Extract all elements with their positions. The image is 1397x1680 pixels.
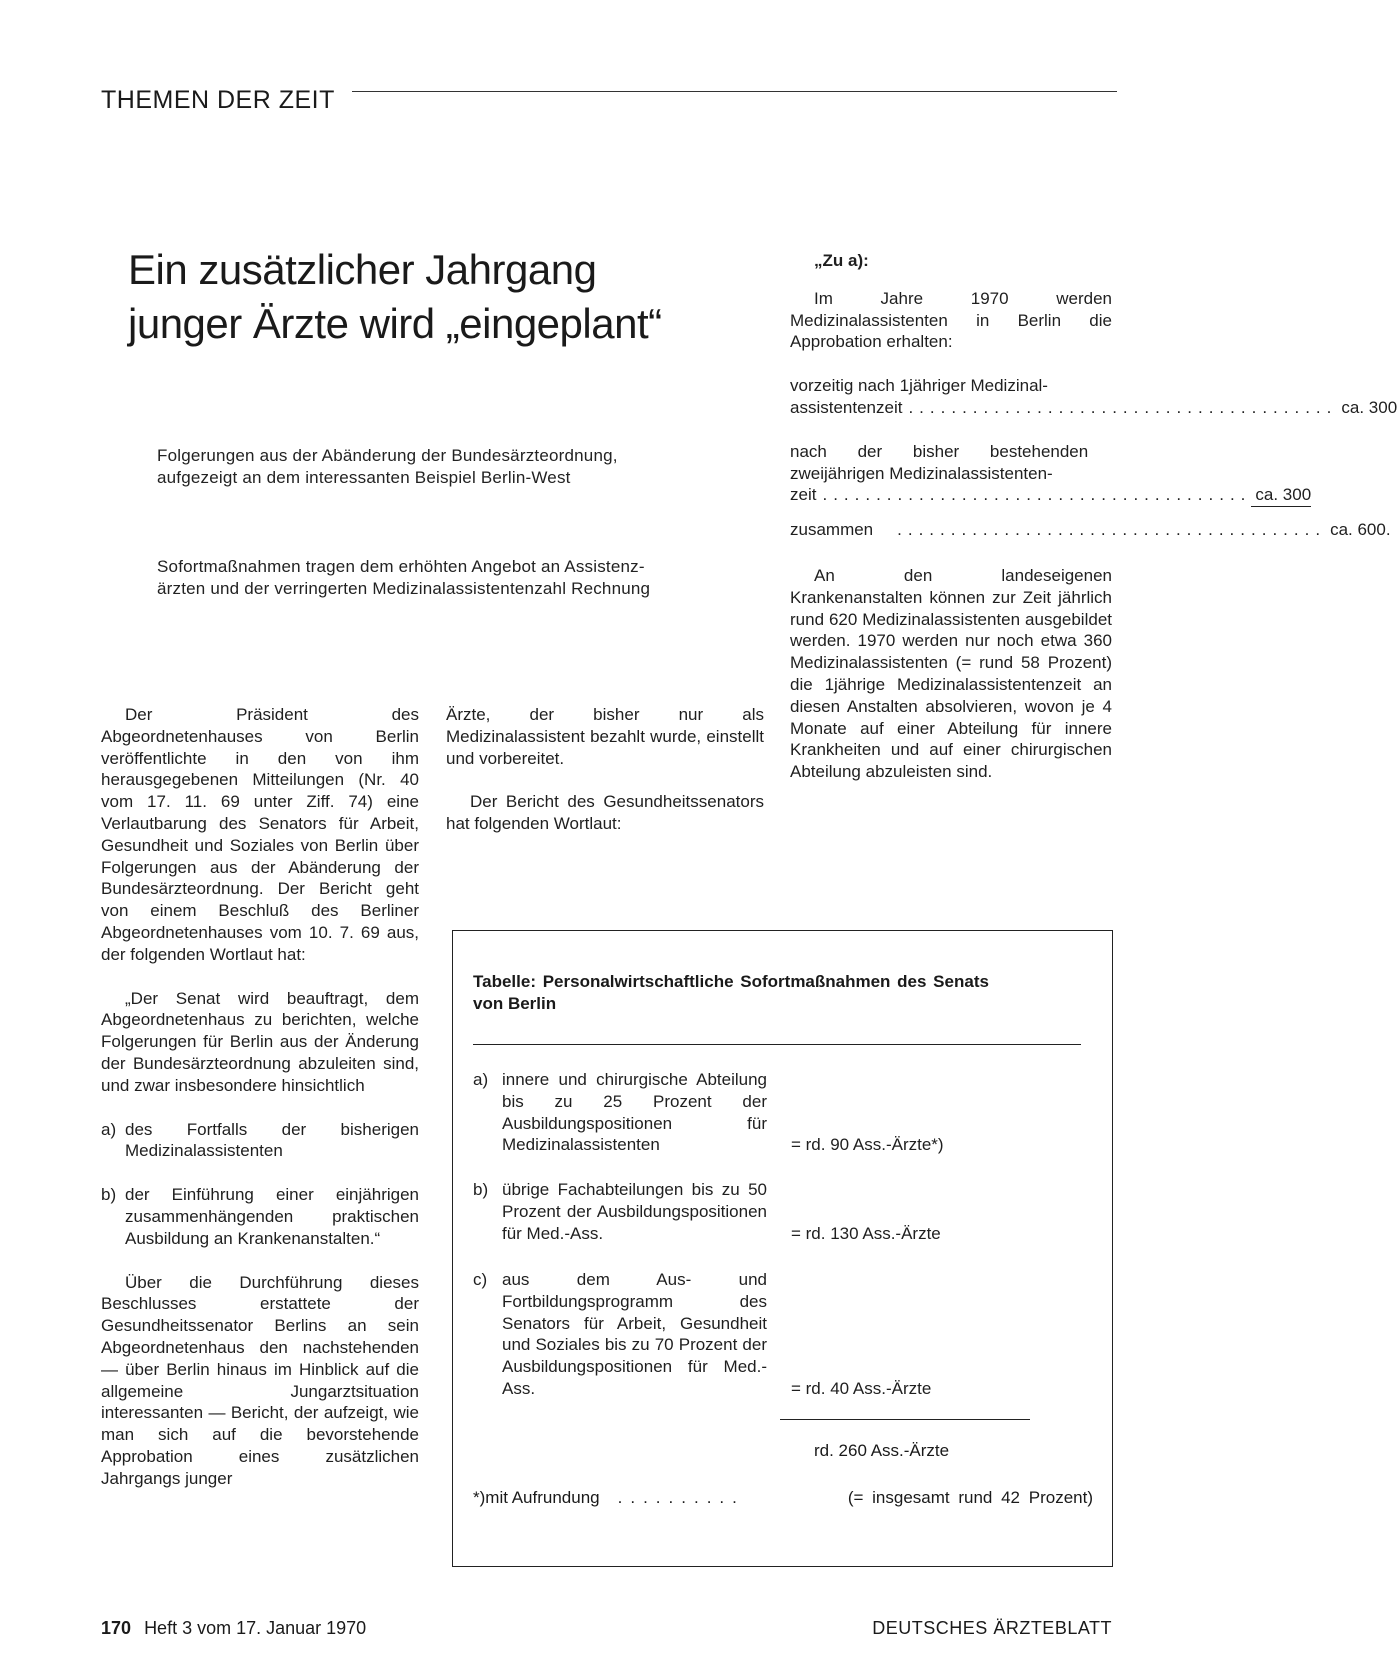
list-text: der Einführung einer einjährigen zusammenhängenden praktischen Ausbildung an Krankenanstalten.“ <box>125 1185 419 1248</box>
list-text: des Fortfalls der bisherigen Medizinalassistenten <box>125 1119 419 1161</box>
count-label: zusammen <box>790 520 874 540</box>
subtitle-2 <box>157 556 650 600</box>
title-line-1: Ein zusätzlicher Jahrgang <box>128 246 597 293</box>
table-row-b <box>473 1179 1093 1249</box>
issue-info: Heft 3 vom 17. Januar 1970 <box>144 1618 367 1638</box>
count-label-line: zweijährigen Medizinalassistenten- <box>790 463 1053 483</box>
subtitle-1-line-2: aufgezeigt an dem interessanten Beispiel Berlin-West <box>157 468 571 487</box>
count-row-regular <box>790 441 1312 507</box>
page-number: 170 <box>101 1618 132 1638</box>
table-footnote <box>473 1488 1093 1508</box>
quote-paragraph: „Der Senat wird beauftragt, dem Abgeordnetenhaus zu berichten, welche Folgerungen für Berlin aus der Änderung der Bundesärzteordnung abzuleiten sind, und zwar insbesondere hinsichtlich <box>101 988 419 1095</box>
row-text: aus dem Aus- und Fortbildungsprogramm des Senators für Arbeit, Gesundheit und Soziales bis zu 70 Prozent der Ausbildungspositionen für Med.-Ass. <box>502 1270 767 1398</box>
count-value: ca. 300 <box>1341 397 1397 417</box>
list-item-a <box>101 1119 419 1163</box>
table-row-a <box>473 1069 1093 1159</box>
count-dots-row <box>790 484 1312 507</box>
subsection-heading: „Zu a): <box>814 251 869 270</box>
subtitle-1-line-1: Folgerungen aus der Abänderung der Bundesärzteordnung, <box>157 446 618 465</box>
subtitle-2-line-2: ärzten und der verringerten Medizinalassistentenzahl Rechnung <box>157 579 651 598</box>
journal-name: DEUTSCHES ÄRZTEBLATT <box>872 1618 1112 1638</box>
column-3 <box>790 250 1397 783</box>
table-box <box>452 930 1113 1567</box>
article-title <box>128 243 662 351</box>
row-result: = rd. 40 Ass.-Ärzte <box>791 1379 932 1398</box>
page-footer-left <box>101 1618 366 1639</box>
title-line-2: junger Ärzte wird „eingeplant“ <box>128 300 662 347</box>
table-title-line-2: von Berlin <box>473 994 557 1013</box>
dot-leader: ........................................ <box>822 485 1252 505</box>
table-row-c <box>473 1269 1093 1404</box>
row-letter: c) <box>473 1270 488 1289</box>
paragraph: Der Bericht des Gesundheitssenators hat folgenden Wortlaut: <box>446 792 764 834</box>
paragraph: An den landeseigenen Krankenanstalten können zur Zeit jährlich rund 620 Medizinalassistenten ausgebildet werden. 1970 werden nur noch etwa 360 Medizinalassistenten (= rund 58 Prozent) die 1jährige Medizinalassistentenzeit an diesen Anstalten absolvieren, wovon je 4 Monate auf einer Abteilung für innere Krankheiten und auf einer chirurgischen Abteilung abzuleisten sind. <box>790 565 1112 782</box>
count-label: zeit <box>790 485 817 505</box>
row-result: = rd. 130 Ass.-Ärzte <box>791 1224 941 1243</box>
list-marker: b) <box>101 1185 117 1205</box>
table-title <box>473 971 1053 1015</box>
dot-leader: ........................................ <box>908 397 1338 417</box>
row-letter: a) <box>473 1070 489 1089</box>
paragraph: Ärzte, der bisher nur als Medizinalassistent bezahlt wurde, einstellt und vorbereitet. <box>446 705 764 768</box>
list-item-b <box>101 1184 419 1249</box>
paragraph: Der Präsident des Abgeordnetenhauses von Berlin veröffentlichte in den von ihm herausgegebenen Mitteilungen (Nr. 40 vom 17. 11. 69 unter Ziff. 74) eine Verlautbarung des Senators für Arbeit, Gesundheit und Soziales von Berlin über Folgerungen aus der Abänderung der Bundesärzteordnung. Der Bericht geht von einem Beschluß des Berliner Abgeordnetenhauses vom 10. 7. 69 aus, der folgenden Wortlaut hat: <box>101 705 419 964</box>
table-title-rule <box>473 1044 1081 1045</box>
column-1 <box>101 704 419 1490</box>
count-value: ca. 600. <box>1330 520 1391 540</box>
count-label: assistentenzeit <box>790 397 903 417</box>
section-label: THEMEN DER ZEIT <box>101 86 335 114</box>
row-text: innere und chirurgische Abteilung bis zu 25 Prozent der Ausbildungspositionen für Medizinalassistenten <box>502 1070 767 1155</box>
list-marker: a) <box>101 1119 117 1139</box>
subtitle-1 <box>157 445 618 489</box>
row-result: = rd. 90 Ass.-Ärzte*) <box>791 1135 944 1154</box>
paragraph: Im Jahre 1970 werden Medizinalassistenten in Berlin die Approbation erhalten: <box>790 288 1112 352</box>
paragraph: Über die Durchführung dieses Beschlusses erstattete der Gesundheitssenator Berlins an sein Abgeordnetenhaus den nachstehenden — über Berlin hinaus im Hinblick auf die allgemeine Jungarztsituation interessanten — Bericht, der aufzeigt, wie man sich auf die bevorstehende Approbation eines zusätzlichen Jahrgangs junger <box>101 1272 419 1488</box>
sum-rule <box>780 1419 1030 1420</box>
section-rule <box>352 91 1117 92</box>
count-value: ca. 300 <box>1251 484 1311 507</box>
count-row-early <box>790 375 1397 419</box>
count-label-line: nach der bisher bestehenden <box>790 441 1089 461</box>
dot-leader: .......... <box>617 1488 745 1507</box>
count-row-total <box>790 519 1391 541</box>
footnote-value: (= insgesamt rund 42 Prozent) <box>847 1488 1093 1507</box>
footnote-label: *)mit Aufrundung <box>473 1488 600 1507</box>
dot-leader: ........................................ <box>897 520 1327 540</box>
table-title-line-1: Tabelle: Personalwirtschaftliche Sofortmaßnahmen des Senats <box>473 972 989 991</box>
row-text: übrige Fachabteilungen bis zu 50 Prozent der Ausbildungspositionen für Med.-Ass. <box>502 1180 767 1243</box>
subtitle-2-line-1: Sofortmaßnahmen tragen dem erhöhten Angebot an Assistenz- <box>157 557 645 576</box>
count-dots-row <box>790 397 1397 419</box>
count-label-line: vorzeitig nach 1jähriger Medizinal- <box>790 376 1048 396</box>
column-2 <box>446 704 764 835</box>
row-letter: b) <box>473 1180 489 1199</box>
table-total: rd. 260 Ass.-Ärzte <box>814 1441 950 1460</box>
